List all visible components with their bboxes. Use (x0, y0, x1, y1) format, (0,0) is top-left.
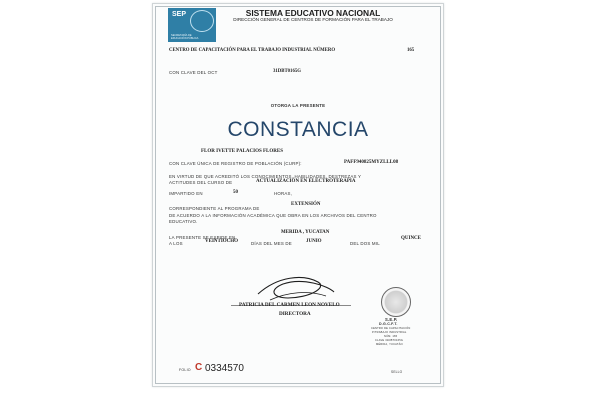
body-line-2: ACTITUDES DEL CURSO DE (169, 180, 233, 185)
hours-label: HORAS, (274, 191, 293, 196)
official-seal-icon (381, 287, 411, 317)
imparted-label: IMPARTIDO EN (169, 191, 203, 196)
program-value: EXTENSIÓN (291, 202, 321, 207)
recipient-name: FLOR IVETTE PALACIOS FLORES (201, 149, 284, 154)
seal-line-5: NÚM. 165 (384, 335, 398, 338)
curp-value: PAFF940825MYZLLL08 (344, 160, 399, 165)
header-title: SISTEMA EDUCATIVO NACIONAL (245, 8, 381, 18)
folio-label: FOLIO (179, 368, 191, 372)
seal-line-2: D.G.C.F.T. (379, 322, 398, 326)
signatory-title: DIRECTORA (279, 311, 311, 317)
header-subtitle: DIRECCIÓN GENERAL DE CENTROS DE FORMACIÓN PARA EL TRABAJO (233, 17, 393, 22)
issued-month: JUNIO (306, 239, 322, 244)
issued-label: LA PRESENTE SE EXPIDE EN (169, 235, 236, 240)
document-title: CONSTANCIA (227, 118, 369, 141)
year-label: DEL DOS MIL (350, 241, 380, 246)
issued-day: VEINTIOCHO (205, 239, 239, 244)
curp-label: CON CLAVE ÚNICA DE REGISTRO DE POBLACIÓN (CURP): (169, 161, 302, 166)
hours-value: 50 (233, 190, 238, 195)
sello-label: SELLO (391, 370, 403, 374)
program-label: CORRESPONDIENTE AL PROGRAMA DE (169, 206, 260, 211)
body-line-1: EN VIRTUD DE QUE ACREDITÓ LOS CONOCIMIENTOS, HABILIDADES, DESTREZAS Y (169, 174, 362, 179)
clave-label: CON CLAVE DEL OCT (169, 70, 218, 75)
certificate-document (152, 3, 444, 387)
seal-line-4: P/TRABAJO INDUSTRIAL (372, 331, 407, 334)
course-name: ACTUALIZACIÓN EN ELECTROTERAPIA (256, 179, 356, 184)
sep-logo-text: SEP (172, 11, 187, 18)
seal-line-7: MÉRIDA, YUCATÁN (376, 343, 403, 346)
clave-value: 31DBT0165G (273, 69, 301, 74)
seal-line-6: CLAVE 31DBT0165G (375, 339, 404, 342)
signatory-name: PATRICIA DEL CARMEN LEON NOVELO (239, 302, 340, 308)
sep-logo-subtitle: SECRETARÍA DE EDUCACIÓN PÚBLICA (171, 34, 199, 40)
a-los-label: A LOS (169, 241, 183, 246)
seal-line-3: CENTRO DE CAPACITACIÓN (371, 327, 411, 330)
seal-line-1: S.E.P. (385, 317, 398, 322)
otorga-text: OTORGA LA PRESENTE (270, 103, 326, 108)
issued-year: QUINCE (401, 236, 422, 241)
issued-city: MERIDA , YUCATAN (281, 230, 330, 235)
folio-number: 0334570 (205, 363, 244, 374)
records-line-2: EDUCATIVO. (169, 219, 198, 224)
center-number: 165 (407, 48, 415, 53)
records-line: DE ACUERDO A LA INFORMACIÓN ACADÉMICA QUE OBRA EN LOS ARCHIVOS DEL CENTRO (169, 213, 377, 218)
center-name: CENTRO DE CAPACITACIÓN PARA EL TRABAJO INDUSTRIAL NÚMERO (169, 48, 336, 53)
folio-letter: C (195, 362, 203, 373)
days-of-month-label: DÍAS DEL MES DE (251, 241, 292, 246)
